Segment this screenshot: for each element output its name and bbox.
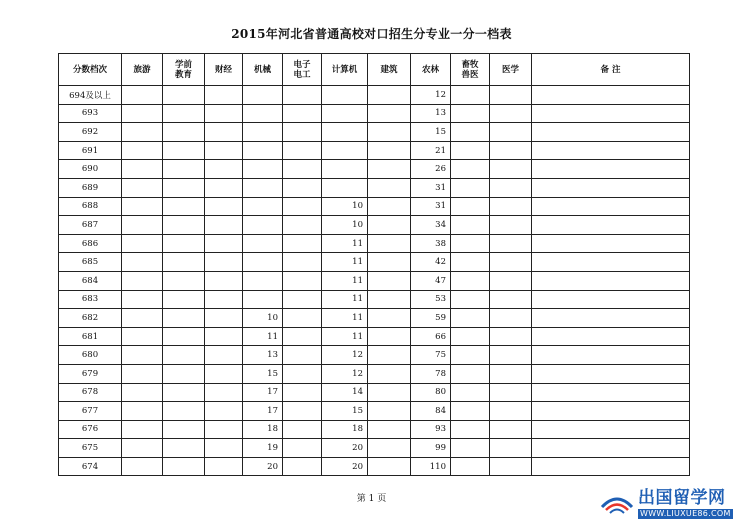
count-cell xyxy=(532,439,690,458)
count-cell xyxy=(451,364,490,383)
count-cell xyxy=(205,364,243,383)
table-row xyxy=(59,290,690,309)
count-cell xyxy=(532,402,690,421)
score-cell: 675 xyxy=(59,439,122,458)
count-cell xyxy=(243,178,283,197)
table-row xyxy=(59,86,690,105)
count-cell: 17 xyxy=(243,402,283,421)
count-cell xyxy=(451,309,490,328)
count-cell xyxy=(205,178,243,197)
count-cell: 11 xyxy=(322,309,368,328)
score-cell: 682 xyxy=(59,309,122,328)
count-cell xyxy=(163,86,205,105)
count-cell xyxy=(243,234,283,253)
count-cell xyxy=(451,290,490,309)
score-cell: 687 xyxy=(59,216,122,235)
count-cell xyxy=(532,104,690,123)
count-cell xyxy=(451,104,490,123)
count-cell xyxy=(451,457,490,476)
table-row xyxy=(59,216,690,235)
count-cell: 38 xyxy=(411,234,451,253)
count-cell xyxy=(368,402,411,421)
count-cell xyxy=(490,327,532,346)
count-cell xyxy=(122,141,163,160)
count-cell xyxy=(368,253,411,272)
table-row xyxy=(59,420,690,439)
count-cell xyxy=(163,271,205,290)
count-cell: 18 xyxy=(322,420,368,439)
count-cell xyxy=(163,457,205,476)
table-row xyxy=(59,123,690,142)
count-cell xyxy=(205,383,243,402)
count-cell xyxy=(283,160,322,179)
count-cell xyxy=(163,327,205,346)
count-cell xyxy=(368,364,411,383)
count-cell: 20 xyxy=(243,457,283,476)
count-cell xyxy=(122,86,163,105)
count-cell xyxy=(163,216,205,235)
count-cell xyxy=(122,234,163,253)
count-cell: 80 xyxy=(411,383,451,402)
count-cell xyxy=(490,402,532,421)
score-cell: 693 xyxy=(59,104,122,123)
count-cell: 11 xyxy=(322,253,368,272)
count-cell xyxy=(163,253,205,272)
count-cell: 19 xyxy=(243,439,283,458)
count-cell xyxy=(490,104,532,123)
count-cell xyxy=(451,141,490,160)
count-cell xyxy=(205,123,243,142)
count-cell: 99 xyxy=(411,439,451,458)
count-cell xyxy=(368,86,411,105)
count-cell xyxy=(122,364,163,383)
count-cell xyxy=(490,197,532,216)
count-cell: 18 xyxy=(243,420,283,439)
count-cell xyxy=(205,309,243,328)
score-cell: 691 xyxy=(59,141,122,160)
count-cell xyxy=(283,123,322,142)
count-cell xyxy=(368,216,411,235)
count-cell xyxy=(283,402,322,421)
count-cell xyxy=(532,234,690,253)
count-cell xyxy=(490,420,532,439)
count-cell xyxy=(122,327,163,346)
count-cell xyxy=(532,457,690,476)
table-row xyxy=(59,160,690,179)
count-cell xyxy=(532,197,690,216)
count-cell xyxy=(451,346,490,365)
count-cell xyxy=(122,178,163,197)
count-cell xyxy=(490,439,532,458)
score-cell: 694及以上 xyxy=(59,86,122,105)
count-cell xyxy=(163,160,205,179)
count-cell xyxy=(451,216,490,235)
count-cell xyxy=(368,197,411,216)
count-cell xyxy=(163,141,205,160)
count-cell xyxy=(122,290,163,309)
count-cell xyxy=(163,104,205,123)
count-cell xyxy=(532,216,690,235)
count-cell xyxy=(163,197,205,216)
count-cell xyxy=(163,123,205,142)
count-cell xyxy=(283,104,322,123)
column-header: 旅游 xyxy=(122,54,163,86)
count-cell xyxy=(368,234,411,253)
count-cell xyxy=(205,457,243,476)
count-cell xyxy=(205,327,243,346)
count-cell: 42 xyxy=(411,253,451,272)
count-cell xyxy=(283,383,322,402)
count-cell xyxy=(451,420,490,439)
count-cell xyxy=(490,160,532,179)
score-cell: 685 xyxy=(59,253,122,272)
count-cell xyxy=(283,346,322,365)
count-cell xyxy=(122,271,163,290)
count-cell xyxy=(322,141,368,160)
count-cell: 11 xyxy=(322,327,368,346)
count-cell: 47 xyxy=(411,271,451,290)
column-header: 建筑 xyxy=(368,54,411,86)
count-cell xyxy=(243,123,283,142)
count-cell xyxy=(532,160,690,179)
count-cell: 78 xyxy=(411,364,451,383)
count-cell xyxy=(322,178,368,197)
count-cell xyxy=(283,178,322,197)
count-cell xyxy=(368,439,411,458)
count-cell xyxy=(205,160,243,179)
table-row xyxy=(59,104,690,123)
count-cell xyxy=(532,253,690,272)
count-cell xyxy=(368,383,411,402)
count-cell xyxy=(490,457,532,476)
table-row xyxy=(59,439,690,458)
count-cell xyxy=(283,420,322,439)
count-cell xyxy=(490,253,532,272)
table-row xyxy=(59,234,690,253)
score-cell: 676 xyxy=(59,420,122,439)
count-cell xyxy=(451,197,490,216)
count-cell xyxy=(490,141,532,160)
count-cell xyxy=(163,439,205,458)
column-header: 医学 xyxy=(490,54,532,86)
count-cell xyxy=(243,197,283,216)
count-cell xyxy=(368,290,411,309)
count-cell: 26 xyxy=(411,160,451,179)
page-title: 2015年河北省普通高校对口招生分专业一分一档表 xyxy=(231,27,512,41)
count-cell xyxy=(283,327,322,346)
count-cell xyxy=(283,271,322,290)
count-cell xyxy=(490,309,532,328)
count-cell xyxy=(283,141,322,160)
count-cell xyxy=(122,402,163,421)
count-cell: 12 xyxy=(322,346,368,365)
count-cell xyxy=(451,234,490,253)
count-cell xyxy=(205,104,243,123)
count-cell xyxy=(490,123,532,142)
table-row xyxy=(59,253,690,272)
count-cell: 15 xyxy=(243,364,283,383)
table-row xyxy=(59,402,690,421)
count-cell xyxy=(122,457,163,476)
count-cell xyxy=(283,290,322,309)
count-cell: 10 xyxy=(322,216,368,235)
count-cell xyxy=(490,234,532,253)
count-cell xyxy=(163,420,205,439)
table-row xyxy=(59,178,690,197)
count-cell xyxy=(532,141,690,160)
count-cell xyxy=(205,86,243,105)
column-header: 学前 教育 xyxy=(163,54,205,86)
count-cell: 11 xyxy=(322,271,368,290)
count-cell xyxy=(490,178,532,197)
table-header-row xyxy=(59,54,690,86)
count-cell xyxy=(451,327,490,346)
count-cell xyxy=(163,364,205,383)
column-header: 计算机 xyxy=(322,54,368,86)
table-row xyxy=(59,271,690,290)
count-cell: 11 xyxy=(322,290,368,309)
count-cell xyxy=(322,86,368,105)
count-cell xyxy=(122,346,163,365)
count-cell xyxy=(283,439,322,458)
score-cell: 681 xyxy=(59,327,122,346)
count-cell xyxy=(532,178,690,197)
count-cell: 17 xyxy=(243,383,283,402)
count-cell xyxy=(532,383,690,402)
count-cell xyxy=(243,141,283,160)
count-cell xyxy=(205,290,243,309)
table-row xyxy=(59,383,690,402)
count-cell: 84 xyxy=(411,402,451,421)
column-header: 畜牧 兽医 xyxy=(451,54,490,86)
table-row xyxy=(59,327,690,346)
score-cell: 683 xyxy=(59,290,122,309)
count-cell xyxy=(122,420,163,439)
count-cell xyxy=(532,290,690,309)
count-cell xyxy=(243,86,283,105)
count-cell xyxy=(451,86,490,105)
count-cell xyxy=(283,86,322,105)
count-cell xyxy=(122,439,163,458)
count-cell xyxy=(490,383,532,402)
count-cell: 20 xyxy=(322,439,368,458)
count-cell xyxy=(368,178,411,197)
count-cell: 15 xyxy=(322,402,368,421)
score-table xyxy=(58,53,690,476)
count-cell xyxy=(122,253,163,272)
count-cell: 110 xyxy=(411,457,451,476)
count-cell xyxy=(322,123,368,142)
count-cell xyxy=(532,364,690,383)
score-cell: 680 xyxy=(59,346,122,365)
score-cell: 692 xyxy=(59,123,122,142)
table-row xyxy=(59,457,690,476)
count-cell xyxy=(122,160,163,179)
score-cell: 679 xyxy=(59,364,122,383)
count-cell xyxy=(368,420,411,439)
count-cell xyxy=(205,234,243,253)
count-cell xyxy=(205,402,243,421)
count-cell: 11 xyxy=(322,234,368,253)
count-cell xyxy=(122,123,163,142)
score-cell: 678 xyxy=(59,383,122,402)
count-cell xyxy=(322,104,368,123)
count-cell xyxy=(368,160,411,179)
score-cell: 674 xyxy=(59,457,122,476)
count-cell: 31 xyxy=(411,178,451,197)
count-cell: 53 xyxy=(411,290,451,309)
count-cell xyxy=(532,123,690,142)
count-cell: 21 xyxy=(411,141,451,160)
count-cell xyxy=(122,104,163,123)
count-cell xyxy=(283,197,322,216)
count-cell xyxy=(205,216,243,235)
count-cell xyxy=(122,309,163,328)
count-cell xyxy=(451,178,490,197)
count-cell xyxy=(243,216,283,235)
count-cell xyxy=(243,253,283,272)
count-cell xyxy=(243,290,283,309)
count-cell xyxy=(451,123,490,142)
count-cell xyxy=(283,253,322,272)
count-cell xyxy=(451,439,490,458)
count-cell xyxy=(205,141,243,160)
count-cell xyxy=(122,383,163,402)
count-cell: 12 xyxy=(322,364,368,383)
count-cell xyxy=(451,402,490,421)
table-row xyxy=(59,197,690,216)
count-cell xyxy=(532,86,690,105)
count-cell xyxy=(163,346,205,365)
count-cell xyxy=(368,141,411,160)
count-cell: 13 xyxy=(411,104,451,123)
logo-emblem-icon xyxy=(599,489,635,519)
count-cell xyxy=(163,402,205,421)
count-cell xyxy=(205,253,243,272)
count-cell xyxy=(283,457,322,476)
count-cell xyxy=(243,160,283,179)
column-header: 电子 电工 xyxy=(283,54,322,86)
count-cell xyxy=(163,234,205,253)
count-cell xyxy=(122,216,163,235)
table-row xyxy=(59,346,690,365)
count-cell: 59 xyxy=(411,309,451,328)
count-cell xyxy=(283,309,322,328)
count-cell xyxy=(368,309,411,328)
count-cell xyxy=(283,234,322,253)
count-cell xyxy=(205,439,243,458)
count-cell xyxy=(205,197,243,216)
count-cell xyxy=(368,327,411,346)
column-header: 农林 xyxy=(411,54,451,86)
count-cell xyxy=(532,346,690,365)
count-cell xyxy=(532,420,690,439)
count-cell xyxy=(163,309,205,328)
count-cell xyxy=(243,271,283,290)
count-cell xyxy=(205,271,243,290)
column-header: 分数档次 xyxy=(59,54,122,86)
column-header: 机械 xyxy=(243,54,283,86)
count-cell: 20 xyxy=(322,457,368,476)
count-cell xyxy=(368,271,411,290)
count-cell xyxy=(368,104,411,123)
score-cell: 686 xyxy=(59,234,122,253)
count-cell: 10 xyxy=(243,309,283,328)
score-cell: 689 xyxy=(59,178,122,197)
count-cell xyxy=(490,86,532,105)
count-cell: 11 xyxy=(243,327,283,346)
count-cell: 12 xyxy=(411,86,451,105)
count-cell xyxy=(368,457,411,476)
count-cell: 15 xyxy=(411,123,451,142)
page-number: 第 1 页 xyxy=(356,494,387,504)
count-cell xyxy=(451,160,490,179)
count-cell xyxy=(205,420,243,439)
count-cell xyxy=(368,123,411,142)
count-cell xyxy=(451,253,490,272)
score-cell: 690 xyxy=(59,160,122,179)
logo-name: 出国留学网 xyxy=(638,487,726,508)
count-cell xyxy=(283,216,322,235)
table-row xyxy=(59,309,690,328)
score-cell: 688 xyxy=(59,197,122,216)
score-cell: 677 xyxy=(59,402,122,421)
table-row xyxy=(59,364,690,383)
table-row xyxy=(59,141,690,160)
count-cell: 34 xyxy=(411,216,451,235)
count-cell xyxy=(532,327,690,346)
count-cell: 66 xyxy=(411,327,451,346)
count-cell xyxy=(451,271,490,290)
logo-url: WWW.LIUXUE86.COM xyxy=(640,508,731,518)
count-cell xyxy=(490,364,532,383)
count-cell xyxy=(490,346,532,365)
count-cell xyxy=(163,290,205,309)
count-cell xyxy=(205,346,243,365)
count-cell xyxy=(163,383,205,402)
count-cell xyxy=(163,178,205,197)
watermark-logo xyxy=(599,485,737,523)
count-cell xyxy=(322,160,368,179)
count-cell xyxy=(368,346,411,365)
count-cell xyxy=(283,364,322,383)
count-cell xyxy=(532,309,690,328)
column-header: 备 注 xyxy=(532,54,690,86)
count-cell: 75 xyxy=(411,346,451,365)
column-header: 财经 xyxy=(205,54,243,86)
count-cell xyxy=(490,271,532,290)
count-cell: 14 xyxy=(322,383,368,402)
count-cell xyxy=(532,271,690,290)
count-cell xyxy=(451,383,490,402)
count-cell xyxy=(122,197,163,216)
count-cell xyxy=(243,104,283,123)
count-cell xyxy=(490,290,532,309)
count-cell: 13 xyxy=(243,346,283,365)
count-cell: 31 xyxy=(411,197,451,216)
count-cell: 93 xyxy=(411,420,451,439)
count-cell: 10 xyxy=(322,197,368,216)
score-cell: 684 xyxy=(59,271,122,290)
count-cell xyxy=(490,216,532,235)
